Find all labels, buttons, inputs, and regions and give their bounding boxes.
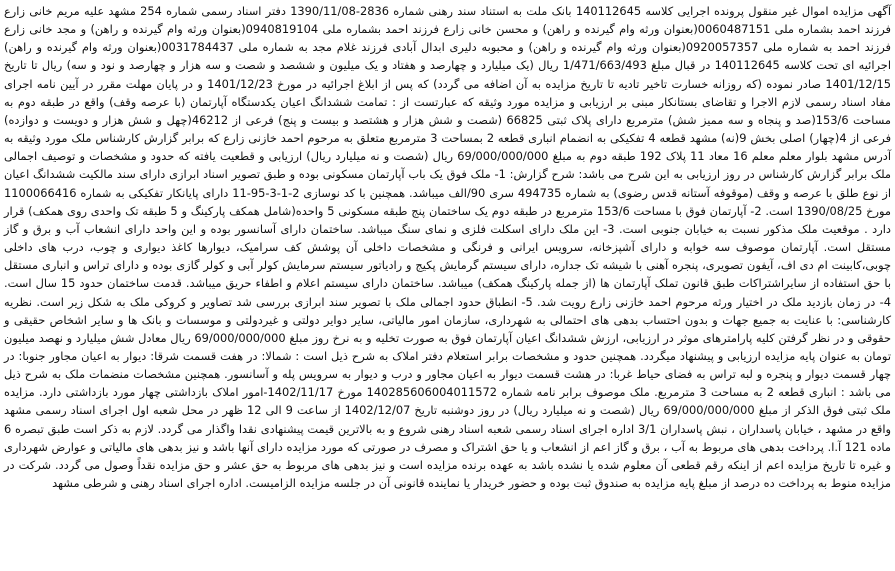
auction-notice-text: آگهی مزایده اموال غیر منقول پرونده اجرایی کلاسه 140112645 بانک ملت به استناد سند رهنی شماره 2836-1390/11/08 دفتر اسناد رسمی شماره 254 مشهد علیه مریم خانی زارع فرزند احمد بشماره ملی 0060487151(بعنوان ورثه وام گیرنده و راهن) و محسن خانی زارع فرزند احمد بشماره ملی 0940819104(بعنوان ورثه وام گیرنده و راهن) و مجد خانی زارع فرزند احمد به شماره ملی 0920057357(بعنوان ورثه وام گیرنده و راهن) و محبوبه دلیری ابدال آبادی فرزند غلام مجد به شماره ملی 0031784437(بعنوان ورثه وام گیرنده و راهن) اجرائیه ای تحت کلاسه 140112645 در قبال مبلغ 1/471/663/493 ریال (یک میلیارد و چهارصد و هفتاد و یک میلیون و ششصد و شصت و سه هزار و چهارصد و نود و سه) ریال تا تاریخ 1401/12/15 صادر نموده (که روزانه خسارت تاخیر تادیه تا تاریخ مزایده به آن اضافه می گردد) که پس از ابلاغ اجرائیه در مورخ 1401/12/23 و در پایان مهلت مقرر در آیین نامه اجرای مفاد اسناد رسمی لازم الاجرا و تقاضای بستانکار مبنی بر ارزیابی و مزایده مورد وثیقه که عبارتست از : تمامت ششدانگ اعیان یکدستگاه آپارتمان (با عرصه وقف) واقع در طبقه دوم به مساحت 153/6(صد و پنجاه و سه ممیز شش) مترمربع دارای پلاک ثبتی 66825 (شصت و شش هزار و هشتصد و بیست و پنج) فرعی از 46212(چهل و شش هزار و دویست و دوازده) فرعی از 4(چهار) اصلی بخش 9(نه) مشهد قطعه 4 تفکیکی به انضمام انباری قطعه 2 بمساحت 3 مترمربع متعلق به مرحوم احمد خازنی زارع که برابر گزارش کارشناس ملک مورد وثیقه به آدرس مشهد بلوار معلم معلم 16 معاد 11 پلاک 192 طبقه دوم به مبلغ 69/000/000/000 ریال (شصت و نه میلیارد ریال) ارزیابی و قطعیت یافته که حدود و مشخصات و توصیف اجمالی ملک برابر گزارش کارشناس در روز ارزیابی به این شرح می باشد: شرح گزارش: 1- ملک فوق یک باب آپارتمان مسکونی بوده و طبق تصویر اسناد ابرازی دارای سند مالکیت ششدانگ اعیان از نوع طلق با عرصه و وقف (موقوفه آستانه قدس رضوی) به شماره 494735 سری 90/الف میباشد. همچنین با کد نوسازی 2-1-3-95-11 دارای پایانکار تفکیکی به شماره 1100066416 مورخ 1390/08/25 است. 2- آپارتمان فوق با مساحت 153/6 مترمربع در طبقه دوم یک ساختمان پنج طبقه مسکونی 5 واحده(شامل همکف پارکینگ و 5 طبقه تک واحدی روی همکف) قرار دارد . موقعیت ملک مذکور نسبت به خیابان جنوبی است. 3- این ملک دارای اسکلت فلزی و نمای سنگ میباشد. ساختمان دارای آسانسور بوده و این واحد دارای انشعاب آب و برق و گاز مستقل است. آپارتمان موصوف سه خوابه و دارای آشپزخانه، سرویس ایرانی و فرنگی و مشخصات داخلی آن پوشش کف سرامیک، دیوارها کاغذ دیواری و چوب، درب های داخلی چوبی،کابینت ام دی اف، آیفون تصویری، پنجره آهنی با شیشه تک جداره، دارای سیستم گرمایش پکیج و رادیاتور سیستم سرمایش کولر آبی و کولر گازی بوده و دارای تراس و انباری مستقل با حق استفاده از سایراشتراکات طبق قانون تملک آپارتمان ها (از جمله پارکینگ همکف) میباشد. ساختمان دارای سیستم اعلام و اطفاء حریق میباشد. قدمت ساختمان حدود 15 سال است. 4- در زمان بازدید ملک در اختیار ورثه مرحوم احمد خازنی زارع رویت شد. 5- انطباق حدود اجمالی ملک با تصویر سند ابرازی بررسی شد تصاویر و کروکی ملک به شکل زیر است. نظریه کارشناسی: با عنایت به جمیع جهات و بدون احتساب بدهی های احتمالی به شهرداری، سازمان امور مالیاتی، سایر دوایر دولتی و غیردولتی و موسسات و بانک ها و سایر اشخاص حقیقی و حقوقی و در نظر گرفتن کلیه پارامترهای موثر در ارزیابی، ارزش ششدانگ اعیان آپارتمان فوق به صورت تخلیه و به نرخ روز مبلغ 69/000/000/000 ریال معادل شش میلیارد و نهصد میلیون تومان به عنوان پایه مزایده ارزیابی و پیشنهاد میگردد. همچنین حدود و مشخصات برابر استعلام دفتر املاک به شرح ذیل است : شمالا: در هفت قسمت شرقا: دیوار به اعیان مجاور جنوبا: در چهار قسمت دیوار و پنجره و لبه تراس به فضای حیاط غربا: در هشت قسمت دیوار به اعیان مجاور و درب و دیوار به سرویس پله و آسانسور. همچنین مشخصات منضمات ملک به شرح ذیل می باشد : انباری قطعه 2 به مساحت 3 مترمربع. ملک موصوف برابر نامه شماره 140285606004011572 مورخ 1402/11/17-امور املاک بازداشتی چهار مورد بازداشتی دارد. مزایده ملک ثبتی فوق الذکر از مبلغ 69/000/000/000 ریال (شصت و نه میلیارد ریال) در روز دوشنبه تاریخ 1402/12/07 از ساعت 9 الی 12 ظهر در محل شعبه اول اجرای اسناد رسمی مشهد واقع در مشهد ، خیابان پاسداران ، نبش پاسداران 3/1 اداره اجرای اسناد رسمی شعبه اسناد رهنی شروع و به بالاترین قیمت پیشنهادی نقدا واگذار می گردد. لازم به ذکر است طبق تبصره 6 ماده 121 آ.ا. پرداخت بدهی های مربوط به آب ، برق و گاز اعم از انشعاب و یا حق اشتراک و مصرف در صورتی که مورد مزایده دارای آنها باشد و نیز بدهی های مالیاتی و عوارض شهرداری و غیره تا تاریخ مزایده اعم از اینکه رقم قطعی آن معلوم شده یا نشده باشد به عهده برنده مزایده است و نیز بدهی های مربوط به حق عشر و حق مزایده نقداً وصول می گردد. شرکت در مزایده منوط به پرداخت ده درصد از مبلغ پایه مزایده به صندوق ثبت بوده و حضور خریدار یا نماینده قانونی آن در جلسه مزایده الزامیست. اداره اجرای اسناد رهنی و شرطی مشهد — [4, 4, 892, 491]
